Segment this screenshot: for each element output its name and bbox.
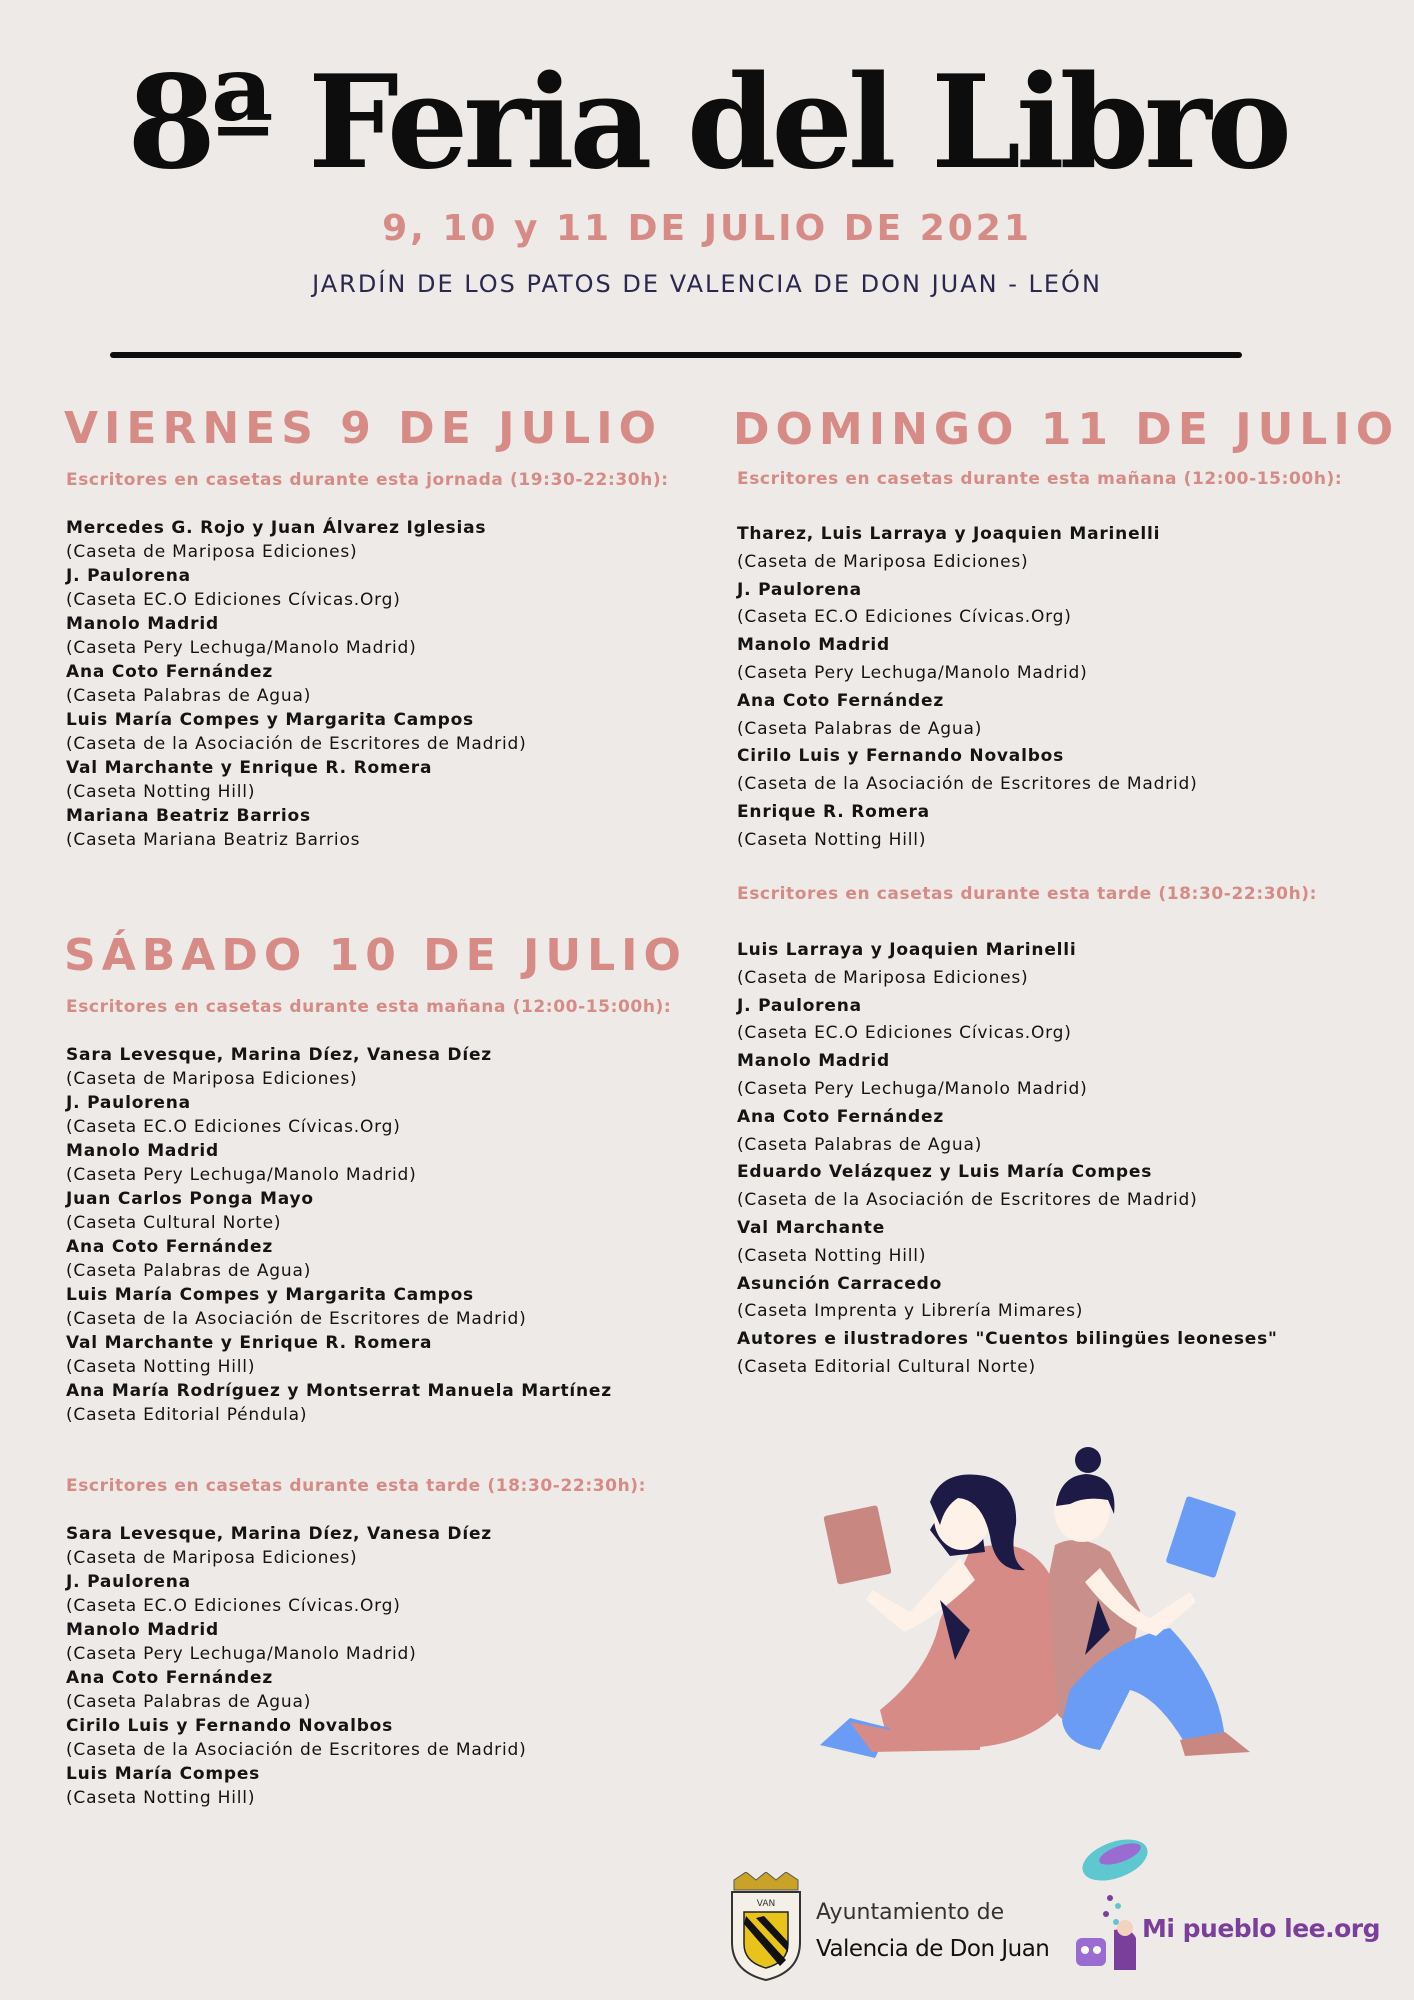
- heading-domingo: DOMINGO 11 DE JULIO: [733, 404, 1400, 455]
- writers-list-sabado-afternoon: [66, 1522, 527, 1810]
- writer-name: J. Paulorena: [737, 579, 862, 600]
- writer-caseta: (Caseta Notting Hill): [66, 1357, 256, 1377]
- zeppelin-robot-icon: [1070, 1830, 1150, 1980]
- ayuntamiento-line2: Valencia de Don Juan: [816, 1936, 1050, 1962]
- writer-name: Val Marchante: [737, 1217, 886, 1238]
- event-venue: JARDÍN DE LOS PATOS DE VALENCIA DE DON JUAN - LEÓN: [312, 270, 1102, 298]
- writer-name: Autores e ilustradores "Cuentos bilingües leoneses": [737, 1329, 1278, 1350]
- writer-caseta: (Caseta Imprenta y Librería Mimares): [737, 1301, 1084, 1322]
- session-sabado-morning: Escritores en casetas durante esta mañana (12:00-15:00h):: [66, 997, 672, 1017]
- writer-name: Juan Carlos Ponga Mayo: [66, 1189, 314, 1209]
- session-domingo-morning: Escritores en casetas durante esta mañana (12:00-15:00h):: [737, 469, 1343, 489]
- writer-caseta: (Caseta Notting Hill): [737, 829, 927, 850]
- writer-caseta: (Caseta Notting Hill): [66, 782, 256, 802]
- writer-name: Tharez, Luis Larraya y Joaquien Marinelli: [737, 524, 1161, 544]
- writer-name: Sara Levesque, Marina Díez, Vanesa Díez: [66, 1045, 492, 1065]
- session-viernes: Escritores en casetas durante esta jornada (19:30-22:30h):: [66, 470, 669, 490]
- writer-caseta: (Caseta de la Asociación de Escritores de Madrid): [737, 774, 1198, 795]
- writer-caseta: (Caseta de Mariposa Ediciones): [66, 1069, 358, 1089]
- writers-list-domingo-morning: [737, 521, 1198, 855]
- writer-caseta: (Caseta Palabras de Agua): [66, 1261, 312, 1281]
- writer-name: Val Marchante y Enrique R. Romera: [66, 1333, 433, 1353]
- writer-name: Ana Coto Fernández: [66, 662, 274, 682]
- writer-name: Manolo Madrid: [66, 614, 219, 634]
- page-title: 8ª Feria del Libro: [127, 48, 1287, 198]
- header-divider: [110, 352, 1242, 358]
- writer-caseta: (Caseta EC.O Ediciones Cívicas.Org): [66, 1117, 401, 1137]
- writer-name: J. Paulorena: [66, 1572, 191, 1592]
- writer-name: J. Paulorena: [66, 566, 191, 586]
- writer-caseta: (Caseta Palabras de Agua): [66, 686, 312, 706]
- writer-caseta: (Caseta Pery Lechuga/Manolo Madrid): [66, 638, 417, 658]
- reading-women-illustration: [780, 1440, 1260, 1760]
- coat-of-arms-icon: [726, 1872, 806, 1982]
- writer-name: Eduardo Velázquez y Luis María Compes: [737, 1162, 1153, 1183]
- crest-text: VAN: [756, 1899, 776, 1909]
- writer-caseta: (Caseta de la Asociación de Escritores de Madrid): [66, 734, 527, 754]
- writers-list-viernes: [66, 516, 527, 852]
- session-sabado-afternoon: Escritores en casetas durante esta tarde (18:30-22:30h):: [66, 1476, 647, 1496]
- writer-caseta: (Caseta Editorial Péndula): [66, 1405, 308, 1425]
- writer-caseta: (Caseta Pery Lechuga/Manolo Madrid): [66, 1165, 417, 1185]
- writer-caseta: (Caseta de Mariposa Ediciones): [737, 551, 1029, 572]
- writer-name: Mariana Beatriz Barrios: [66, 806, 311, 826]
- writer-name: Cirilo Luis y Fernando Novalbos: [737, 746, 1065, 767]
- writer-name: Manolo Madrid: [737, 1051, 890, 1072]
- writer-caseta: (Caseta Cultural Norte): [66, 1213, 282, 1233]
- writer-caseta: (Caseta Mariana Beatriz Barrios: [66, 830, 361, 850]
- writer-caseta: (Caseta de Mariposa Ediciones): [737, 967, 1029, 988]
- writer-name: Luis Larraya y Joaquien Marinelli: [737, 940, 1077, 960]
- writer-caseta: (Caseta Palabras de Agua): [66, 1692, 312, 1712]
- writer-name: Luis María Compes y Margarita Campos: [66, 1285, 474, 1305]
- writers-list-sabado-morning: [66, 1043, 612, 1427]
- writer-caseta: (Caseta EC.O Ediciones Cívicas.Org): [66, 590, 401, 610]
- woman-left-figure: [820, 1474, 1065, 1758]
- writer-name: Sara Levesque, Marina Díez, Vanesa Díez: [66, 1524, 492, 1544]
- writer-name: Asunción Carracedo: [737, 1273, 943, 1294]
- writer-caseta: (Caseta Notting Hill): [737, 1245, 927, 1266]
- writer-name: Manolo Madrid: [737, 635, 890, 656]
- writer-name: Ana Coto Fernández: [66, 1668, 274, 1688]
- woman-right-figure: [1048, 1447, 1250, 1756]
- ayuntamiento-logo: [726, 1872, 1050, 1982]
- mipueblolee-text: Mi pueblo lee.org: [1142, 1914, 1381, 1943]
- heading-sabado: SÁBADO 10 DE JULIO: [64, 930, 687, 981]
- writer-caseta: (Caseta de la Asociación de Escritores de Madrid): [66, 1740, 527, 1760]
- writers-list-domingo-afternoon: [737, 937, 1278, 1382]
- writer-name: Val Marchante y Enrique R. Romera: [66, 758, 433, 778]
- writer-name: J. Paulorena: [737, 995, 862, 1016]
- writer-name: Ana María Rodríguez y Montserrat Manuela Martínez: [66, 1381, 612, 1401]
- writer-caseta: (Caseta Palabras de Agua): [737, 718, 983, 739]
- writer-caseta: (Caseta Pery Lechuga/Manolo Madrid): [737, 1078, 1088, 1099]
- writer-caseta: (Caseta EC.O Ediciones Cívicas.Org): [737, 1023, 1072, 1044]
- writer-name: Manolo Madrid: [66, 1141, 219, 1161]
- session-domingo-afternoon: Escritores en casetas durante esta tarde (18:30-22:30h):: [737, 884, 1318, 904]
- writer-name: J. Paulorena: [66, 1093, 191, 1113]
- writer-name: Luis María Compes: [66, 1764, 261, 1784]
- event-dates: 9, 10 y 11 DE JULIO DE 2021: [382, 208, 1032, 249]
- writer-name: Mercedes G. Rojo y Juan Álvarez Iglesias: [66, 518, 487, 538]
- writer-name: Ana Coto Fernández: [66, 1237, 274, 1257]
- writer-caseta: (Caseta Pery Lechuga/Manolo Madrid): [66, 1644, 417, 1664]
- mipueblolee-logo: [1070, 1830, 1380, 1980]
- writer-caseta: (Caseta de la Asociación de Escritores de Madrid): [737, 1190, 1198, 1211]
- writer-caseta: (Caseta EC.O Ediciones Cívicas.Org): [737, 607, 1072, 628]
- writer-name: Luis María Compes y Margarita Campos: [66, 710, 474, 730]
- writer-caseta: (Caseta Palabras de Agua): [737, 1134, 983, 1155]
- writer-name: Ana Coto Fernández: [737, 690, 945, 711]
- writer-caseta: (Caseta Notting Hill): [66, 1788, 256, 1808]
- writer-caseta: (Caseta de la Asociación de Escritores de Madrid): [66, 1309, 527, 1329]
- writer-name: Manolo Madrid: [66, 1620, 219, 1640]
- writer-name: Cirilo Luis y Fernando Novalbos: [66, 1716, 394, 1736]
- writer-name: Enrique R. Romera: [737, 801, 930, 822]
- writer-caseta: (Caseta Pery Lechuga/Manolo Madrid): [737, 662, 1088, 683]
- writer-caseta: (Caseta de Mariposa Ediciones): [66, 1548, 358, 1568]
- ayuntamiento-line1: Ayuntamiento de: [816, 1900, 1005, 1925]
- writer-caseta: (Caseta EC.O Ediciones Cívicas.Org): [66, 1596, 401, 1616]
- writer-caseta: (Caseta Editorial Cultural Norte): [737, 1356, 1036, 1377]
- heading-viernes: VIERNES 9 DE JULIO: [64, 403, 662, 454]
- writer-name: Ana Coto Fernández: [737, 1106, 945, 1127]
- writer-caseta: (Caseta de Mariposa Ediciones): [66, 542, 358, 562]
